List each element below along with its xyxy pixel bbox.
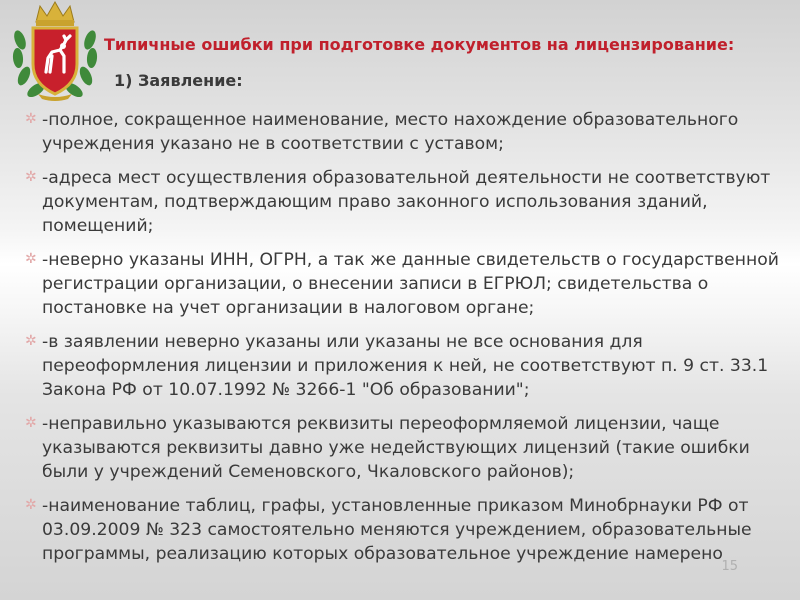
list-item	[0, 108, 790, 156]
list-item-text: -неправильно указываются реквизиты переоформляемой лицензии, чаще указываются реквизиты давно уже недействующих лицензий (такие ошибки были у учреждений Семеновского, Чкаловского районов);	[42, 414, 750, 482]
asterisk-bullet-icon: ✲	[25, 111, 37, 127]
asterisk-bullet-icon: ✲	[25, 497, 37, 513]
coat-of-arms-icon	[6, 0, 104, 102]
asterisk-bullet-icon: ✲	[25, 415, 37, 431]
list-item-text: -неверно указаны ИНН, ОГРН, а так же данные свидетельств о государственной регистрации организации, о внесении записи в ЕГРЮЛ; свидетельства о постановке на учет организации в налоговом органе;	[42, 250, 779, 318]
list-item	[0, 412, 790, 484]
slide-title: Типичные ошибки при подготовке документов на лицензирование:	[104, 35, 735, 54]
asterisk-bullet-icon: ✲	[25, 333, 37, 349]
asterisk-bullet-icon: ✲	[25, 251, 37, 267]
list-item	[0, 494, 790, 566]
list-item-text: -адреса мест осуществления образовательной деятельности не соответствуют документам, подтверждающим право законного использования зданий, помещений;	[42, 168, 771, 236]
page-number: 15	[721, 559, 738, 574]
list-item-text: -полное, сокращенное наименование, место нахождение образовательного учреждения указано не в соответствии с уставом;	[42, 110, 739, 154]
list-item-text: -в заявлении неверно указаны или указаны не все основания для переоформления лицензии и приложения к ней, не соответствуют п. 9 ст. 33.1 Закона РФ от 10.07.1992 № 3266-1 "Об образовании";	[42, 332, 769, 400]
section-subtitle: 1) Заявление:	[114, 71, 243, 90]
list-item	[0, 248, 790, 320]
list-item-text: -наименование таблиц, графы, установленные приказом Минобрнауки РФ от 03.09.2009 № 323 самостоятельно меняются учреждением, образовательные программы, реализацию которых образовательное учреждение намерено	[42, 496, 752, 564]
asterisk-bullet-icon: ✲	[25, 169, 37, 185]
error-list	[0, 108, 790, 576]
list-item	[0, 166, 790, 238]
list-item	[0, 330, 790, 402]
